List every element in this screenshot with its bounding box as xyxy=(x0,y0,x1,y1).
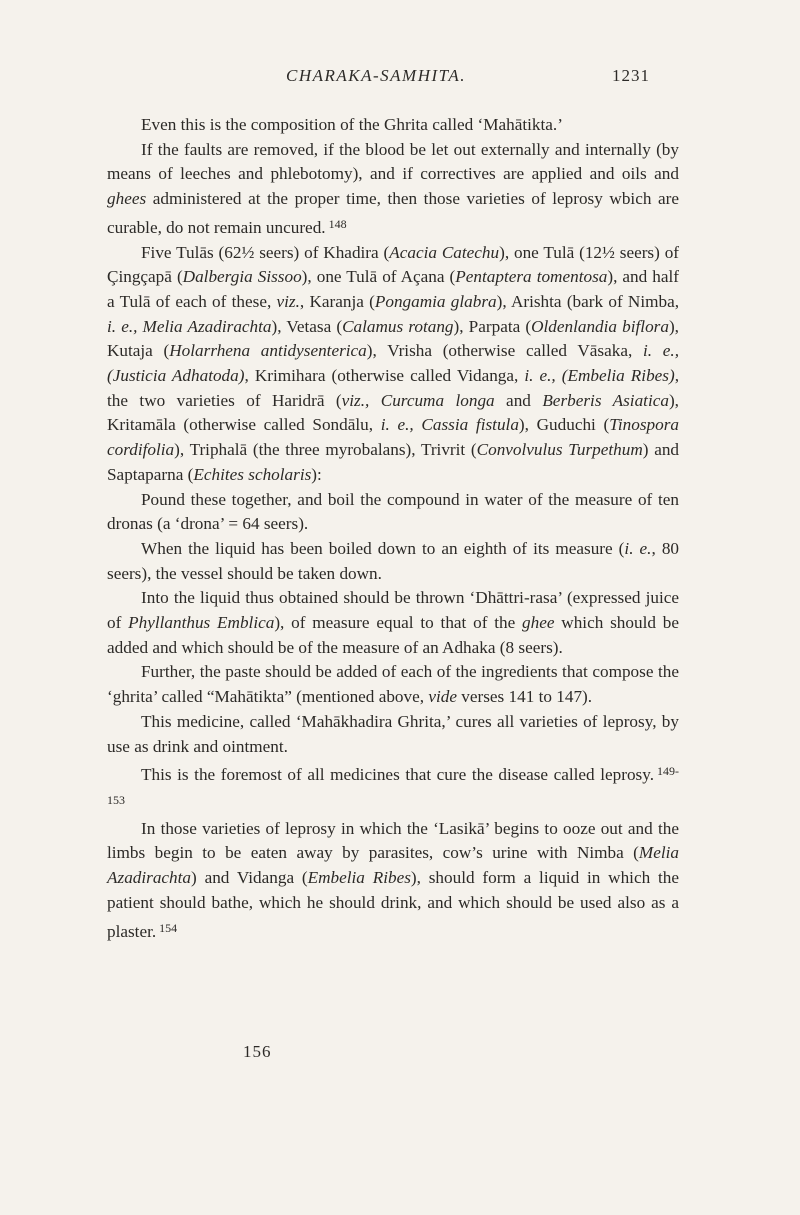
paragraph xyxy=(107,759,679,816)
text-run: When the liquid has been boiled down to an eighth of its measure ( xyxy=(141,538,625,558)
italic-term: Echites scholaris xyxy=(193,464,312,484)
italic-term: viz., Curcuma longa xyxy=(341,390,495,410)
text-run: If the faults are removed, if the blood be let out externally and internally (by means of leeches and phlebotomy), and if correctives are applied and oils and xyxy=(107,139,679,184)
italic-term: i. e. xyxy=(624,538,652,558)
italic-term: ghees xyxy=(107,189,147,209)
paragraph xyxy=(107,660,679,709)
text-run: ) and Saptaparna ( xyxy=(107,440,680,484)
text-run: administered at the proper time, then those varieties of leprosy wbich are curable, do not remain uncured. xyxy=(107,189,679,237)
italic-term: Melia Azadirachta xyxy=(107,843,679,888)
text-run: verses 141 to 147). xyxy=(456,687,593,707)
text-run: , 80 seers), the vessel should be taken down. xyxy=(107,538,680,583)
text-run: Further, the paste should be added of each of the ingredients that compose the ‘ghrita’ called “Mahātikta” (mentioned above, xyxy=(107,662,679,707)
italic-term: Calamus rotang xyxy=(342,316,454,336)
italic-term: Berberis Asiatica xyxy=(542,390,669,410)
italic-term: i. e., Melia Azadirachta xyxy=(107,316,272,336)
verse-number: 149-153 xyxy=(107,764,679,807)
italic-term: Embelia Ribes xyxy=(307,868,411,888)
text-run: This medicine, called ‘Mahākhadira Ghrita,’ cures all varieties of leprosy, by use as drink and ointment. xyxy=(107,711,679,756)
paragraph xyxy=(107,710,679,759)
text-run: , Krimihara (otherwise called Vidanga, xyxy=(244,366,525,386)
text-run: ), Triphalā (the three myrobalans), Trivrit ( xyxy=(174,440,477,460)
italic-term: Dalbergia Sissoo xyxy=(182,267,302,287)
italic-term: i. e., (Embelia Ribes) xyxy=(524,366,675,386)
running-head xyxy=(0,66,800,90)
text-run: This is the foremost of all medicines that cure the disease called leprosy. xyxy=(141,765,654,785)
italic-term: i. e., Cassia fistula xyxy=(380,415,519,435)
text-run: ), one Tulā of Açana ( xyxy=(301,267,456,287)
italic-term: ghee xyxy=(522,613,555,633)
text-run: ), Kritamāla (otherwise called Sondālu, xyxy=(107,390,679,435)
text-run: ), Vrisha (otherwise called Vāsaka, xyxy=(366,341,643,361)
italic-term: Convolvulus Turpethum xyxy=(476,440,643,460)
text-run: In those varieties of leprosy in which the ‘Lasikā’ begins to ooze out and the limbs begin to be eaten away by parasites, cow’s urine with Nimba ( xyxy=(107,818,679,863)
italic-term: Acacia Catechu xyxy=(389,242,500,262)
text-run: and xyxy=(494,390,543,410)
paragraph xyxy=(107,138,679,241)
paragraph xyxy=(107,241,679,488)
text-run: , Karanja ( xyxy=(299,291,375,311)
italic-term: Phyllanthus Emblica xyxy=(128,613,275,633)
verse-number: 154 xyxy=(159,920,178,935)
text-run: ), Vetasa ( xyxy=(271,316,343,336)
italic-term: viz. xyxy=(276,291,300,311)
text-run: ), of measure equal to that of the xyxy=(274,613,523,633)
running-title: CHARAKA-SAMHITA. xyxy=(286,66,466,85)
paragraph xyxy=(107,586,679,660)
italic-term: Pentaptera tomentosa xyxy=(455,267,608,287)
text-run: , the two varieties of Haridrā ( xyxy=(107,366,679,410)
text-run: ), one Tulā (12½ seers) of Çingçapā ( xyxy=(107,242,680,287)
text-run: ), Arishta (bark of Nimba, xyxy=(496,291,680,311)
paragraph xyxy=(107,817,679,945)
signature-mark: 156 xyxy=(243,1042,272,1061)
italic-term: Oldenlandia biflora xyxy=(531,316,669,336)
italic-term: vide xyxy=(428,687,457,707)
paragraph xyxy=(107,537,679,586)
italic-term: Tinospora cordifolia xyxy=(107,415,679,460)
text-run: Into the liquid thus obtained should be thrown ‘Dhāttri-rasa’ (expressed juice of xyxy=(107,588,679,633)
verse-number: 148 xyxy=(328,216,347,231)
text-run: ), Parpata ( xyxy=(453,316,532,336)
text-run: ): xyxy=(311,464,322,484)
text-run: ), and half a Tulā of each of these, xyxy=(107,267,679,311)
italic-term: Pongamia glabra xyxy=(374,291,497,311)
paragraph xyxy=(107,488,679,537)
text-run: ) and Vidanga ( xyxy=(191,868,308,888)
text-run: ), Kutaja ( xyxy=(107,316,679,361)
text-run: ), Guduchi ( xyxy=(518,415,610,435)
text-run: ), should form a liquid in which the patient should bathe, which he should drink, and which should be used also as a plaster. xyxy=(107,868,679,941)
italic-term: Holarrhena antidysenterica xyxy=(169,341,367,361)
text-run: which should be added and which should be of the measure of an Adhaka (8 seers). xyxy=(107,613,679,657)
text-run: Pound these together, and boil the compound in water of the measure of ten dronas (a ‘drona’ = 64 seers). xyxy=(107,489,679,534)
paragraph xyxy=(107,113,679,138)
text-run: Even this is the composition of the Ghrita called ‘Mahātikta.’ xyxy=(141,115,563,134)
page-number: 1231 xyxy=(612,66,650,85)
italic-term: i. e., (Justicia Adhatoda) xyxy=(107,341,679,386)
body-text xyxy=(107,113,679,944)
text-run: Five Tulās (62½ seers) of Khadira ( xyxy=(141,242,390,262)
